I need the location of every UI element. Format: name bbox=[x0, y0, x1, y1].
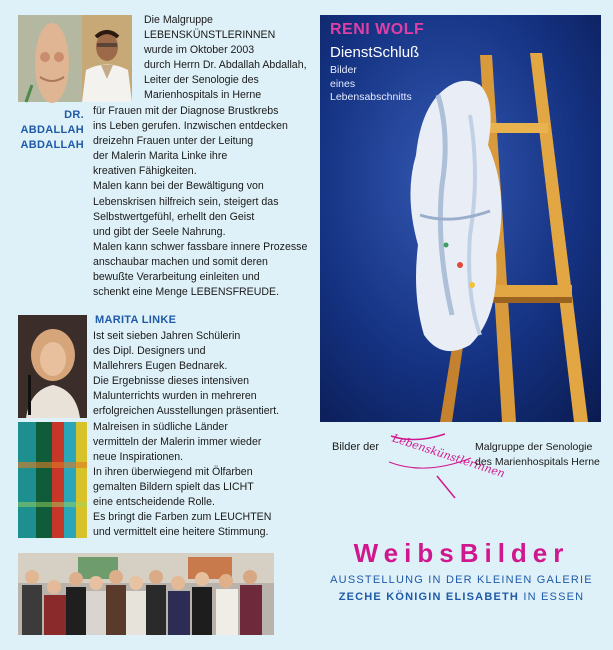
intro-text: Die Malgruppe LEBENSKÜNSTLERINNEN wurde im Oktober 2003 durch Herrn Dr. Abdallah Abdallah, Leiter der Senologie des Marienhospitals in Herne bbox=[144, 14, 307, 102]
group-photo bbox=[18, 553, 274, 635]
abstract-painting bbox=[18, 422, 87, 538]
exhibition-line-2 bbox=[322, 591, 601, 603]
group-suffix: Malgruppe der Senologie des Marienhospitals Herne bbox=[475, 441, 600, 468]
intro-text-continued: für Frauen mit der Diagnose Brustkrebs ins Leben gerufen. Inzwischen entdecken dreizehn Frauen unter der Leitung der Malerin Marita Linke ihre kreativen Fähigkeiten. Malen kann bei der Bewältigung von Lebenskrisen hilfreich sein, steigert das Selbstwertgefühl, erhellt den Geist und gibt der Seele Nahrung. Malen kann schwer fassbare innere Prozesse anschaubar machen und somit deren bewußte Verarbeitung einleiten und schenkt eine Menge LEBENSFREUDE. bbox=[93, 105, 308, 299]
lebenskuenstlerinnen-logo bbox=[385, 431, 507, 500]
cover-title: DienstSchluß bbox=[330, 44, 420, 61]
group-prefix: Bilder der bbox=[332, 441, 380, 453]
artist-portrait bbox=[18, 315, 87, 418]
exhibition-line-1: AUSSTELLUNG IN DER KLEINEN GALERIE bbox=[330, 574, 593, 586]
doctor-name: DR. ABDALLAH ABDALLAH bbox=[20, 109, 84, 151]
venue-city: IN ESSEN bbox=[519, 591, 585, 603]
doctor-photo bbox=[82, 15, 132, 102]
venue-name: ZECHE KÖNIGIN ELISABETH bbox=[338, 591, 520, 603]
logo-text: Lebenskünstlerinnen bbox=[390, 431, 507, 481]
artist-text: Ist seit sieben Jahren Schülerin des Dipl. Designers und Mallehrers Eugen Bednarek. Die Ergebnisse dieses intensiven Malunterrichts wurden in mehreren erfolgreichen Ausstellungen präsentiert. Malreisen in südliche Länder vermitteln der Malerin immer wieder neue Inspirationen. In ihren überwiegend mit Ölfarben gemalten Bildern spielt das LICHT eine entscheidende Rolle. Es bringt die Farben zum LEUCHTEN und vermittelt eine heitere Stimmung. bbox=[93, 330, 280, 539]
cover-artist: RENI WOLF bbox=[330, 21, 425, 38]
cover-subtitle: Bilder eines Lebensabschnitts bbox=[330, 64, 412, 103]
exhibition-title: WeibsBilder bbox=[353, 538, 570, 568]
artist-name: MARITA LINKE bbox=[95, 314, 177, 326]
sculpture-photo bbox=[18, 15, 82, 102]
